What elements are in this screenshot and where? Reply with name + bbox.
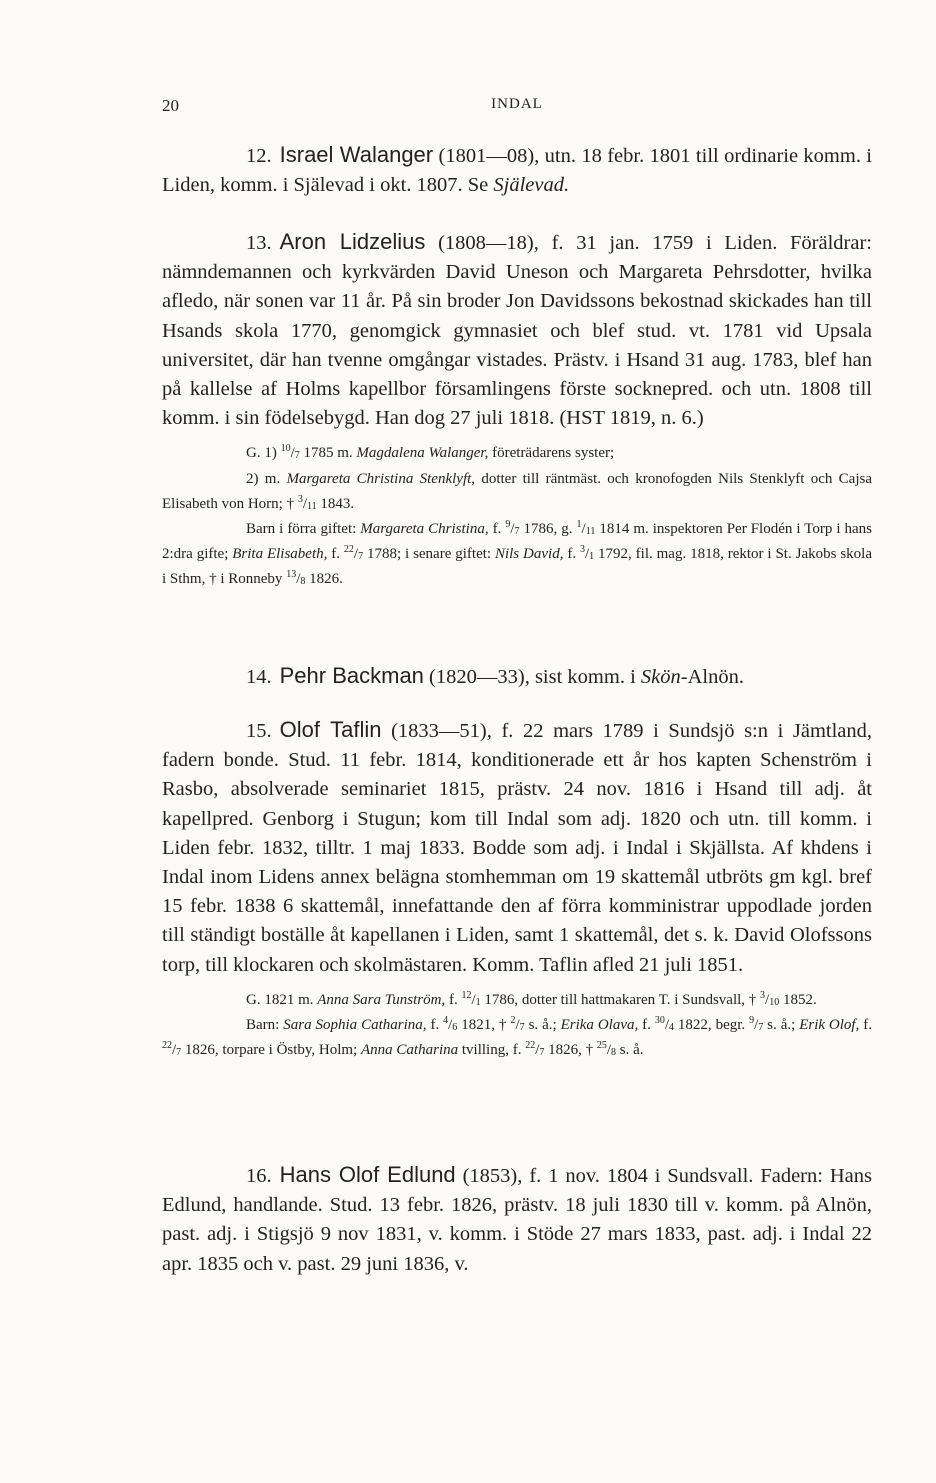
note-marriage-1: G. 1) $^{10}/_7$ 1785 m. Magdalena Walanger, företrädarens syster;	[246, 443, 615, 462]
entry-13	[162, 227, 872, 593]
entry-14	[162, 661, 872, 692]
entry-text: 15. Olof Taflin (1833—51), f. 22 mars 1789 i Sundsjö s:n i Jämtland, fadern bonde. Stud. 11 febr. 1814, konditionerade ett år hos kapten Schenström i Rasbo, absolverade seminariet 1815, prästv. 24 nov. 1816 i Hsand till adj. åt kapellpred. Genborg i Stugun; kom till Indal som adj. 1820 och utn. till komm. i Liden febr. 1832, tilltr. 1 maj 1833. Bodde som adj. i Indal i Skjällsta. Af khdens i Indal inom Lidens annex belägna stomhemman om 19 skattemål utbröts gm kgl. bref 15 febr. 1838 6 skattemål, innefattande den af förra komministrar uppodlade jorden till ständigt boställe åt kapellanen i Liden, samt 1 skattemål, det s. k. David Olofssons torp, till klockaren och skolmästaren. Komm. Taflin afled 21 juli 1851.	[162, 717, 873, 976]
entry-name: Olof Taflin	[279, 717, 382, 742]
running-title: INDAL	[491, 96, 543, 112]
entry-12	[162, 140, 872, 200]
note-children: Barn: Sara Sophia Catharina, f. $^4/_6$ 1821, † $^2/_7$ s. å.; Erika Olava, f. $^{30}/_4$ 1822, begr. $^9/_7$ s. å.; Erik Olof, f. $^{22}/_7$ 1826, torpare i Östby, Holm; Anna Catharina tvilling, f. $^{22}/_7$ 1826, † $^{25}/_8$ s. å.	[162, 1015, 873, 1059]
entry-name: Pehr Backman	[279, 663, 424, 688]
note-marriage: G. 1821 m. Anna Sara Tunström, f. $^{12}/_1$ 1786, dotter till hattmakaren T. i Sundsvall, † $^3/_{10}$ 1852.	[246, 989, 817, 1008]
entry-number: 16.	[246, 1165, 272, 1187]
entry-text: 12. Israel Walanger (1801—08), utn. 18 febr. 1801 till ordinarie komm. i Liden, komm. i Själevad i okt. 1807. Se Själevad.	[162, 142, 873, 197]
entry-16	[162, 1160, 872, 1279]
entry-15	[162, 715, 872, 1063]
entry-number: 12.	[246, 145, 272, 167]
entry-text: 16. Hans Olof Edlund (1853), f. 1 nov. 1804 i Sundsvall. Fadern: Hans Edlund, handlande. Stud. 13 febr. 1826, prästv. 18 juli 1830 till v. komm. på Alnön, past. adj. i Stigsjö 9 nov 1831, v. komm. i Stöde 27 mars 1833, past. adj. i Indal 22 apr. 1835 och v. past. 29 juni 1836, v.	[162, 1162, 873, 1275]
entry-name: Israel Walanger	[279, 142, 434, 167]
entry-text: 14. Pehr Backman (1820—33), sist komm. i Skön-Alnön.	[246, 663, 744, 688]
entry-number: 13.	[246, 232, 272, 254]
note-children: Barn i förra giftet: Margareta Christina, f. $^9/_7$ 1786, g. $^1/_{11}$ 1814 m. inspektoren Per Flodén i Torp i hans 2:dra gifte; Brita Elisabeth, f. $^{22}/_7$ 1788; i senare giftet: Nils David, f. $^3/_1$ 1792, fil. mag. 1818, rektor i St. Jakobs skola i Sthm, † i Ronneby $^{13}/_8$ 1826.	[162, 519, 873, 588]
entry-name: Hans Olof Edlund	[279, 1162, 456, 1187]
page-number: 20	[162, 96, 179, 115]
entry-number: 14.	[246, 666, 272, 688]
note-marriage-2: 2) m. Margareta Christina Stenklyft, dotter till räntmäst. och kronofogden Nils Stenklyft och Cajsa Elisabeth von Horn; † $^3/_{11}$ 1843.	[162, 470, 872, 512]
page-header	[162, 96, 872, 122]
entry-name: Aron Lidzelius	[279, 229, 426, 254]
entry-number: 15.	[246, 720, 272, 742]
entry-text: 13. Aron Lidzelius (1808—18), f. 31 jan. 1759 i Liden. Föräldrar: nämndemannen och kyrkvärden David Uneson och Margareta Pehrsdotter, hvilka afledo, när sonen var 11 år. På sin broder Jon Davidssons bekostnad skickades han till Hsands skola 1770, genomgick gymnasiet och blef stud. vt. 1781 vid Upsala universitet, där han tvenne omgångar vistades. Prästv. i Hsand 31 aug. 1783, blef han på kallelse af Holms kapellbor församlingens förste socknepred. och utn. 1808 till komm. i sin födelsebygd. Han dog 27 juli 1818. (HST 1819, n. 6.)	[162, 229, 872, 430]
